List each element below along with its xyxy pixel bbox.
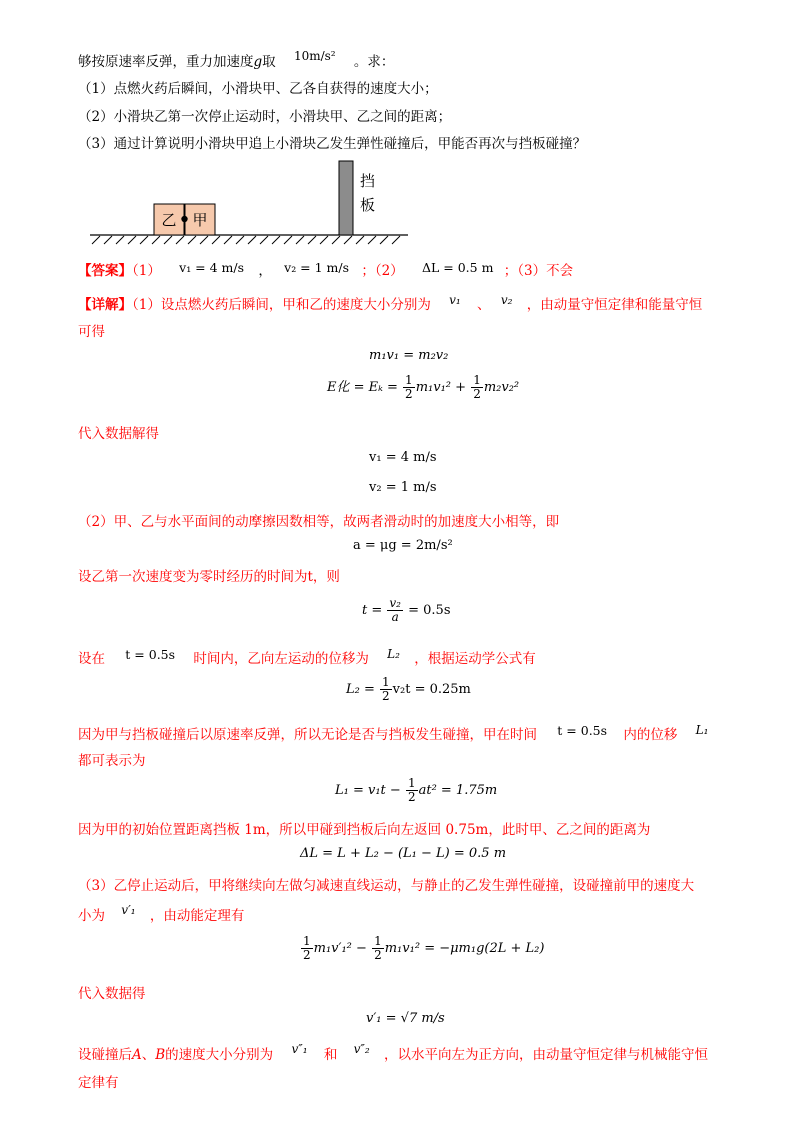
detail-text: 设在 bbox=[78, 651, 105, 667]
eq10-frac-2 bbox=[372, 935, 384, 962]
equation-time bbox=[362, 597, 451, 624]
eq2-frac-1 bbox=[403, 374, 415, 401]
detail-label: 【详解】 bbox=[78, 297, 132, 313]
detail-line-6 bbox=[78, 647, 536, 668]
detail-line-14: 定律有 bbox=[78, 1075, 119, 1091]
equation-delta-l: ΔL = L + L₂ − (L₁ − L) = 0.5 m bbox=[300, 846, 507, 861]
equation-v1-prime: v′₁ = √7 m/s bbox=[366, 1011, 445, 1026]
eq2-lhs: E化 = Eₖ = bbox=[327, 380, 398, 395]
frac-den: 2 bbox=[382, 689, 390, 703]
eq6-rhs: = 0.5s bbox=[408, 603, 451, 618]
frac-num: 1 bbox=[382, 675, 390, 689]
detail-line-2: 可得 bbox=[78, 324, 105, 340]
eq8-frac bbox=[406, 777, 418, 804]
block-yi-label: 乙 bbox=[161, 211, 177, 229]
barrier-wall bbox=[339, 161, 353, 235]
question-1: （1）点燃火药后瞬间，小滑块甲、乙各自获得的速度大小； bbox=[78, 81, 438, 97]
detail-text-2: ，由动能定理有 bbox=[149, 908, 245, 924]
answer-v1: v₁ = 4 m/s bbox=[179, 260, 245, 275]
intro-text-2: 取 bbox=[262, 54, 276, 70]
detail-line-3: 代入数据解得 bbox=[78, 426, 159, 442]
equation-v1: v₁ = 4 m/s bbox=[369, 450, 437, 465]
inline-t: t = 0.5s bbox=[125, 647, 176, 662]
wall-label-1: 挡 bbox=[360, 172, 376, 190]
inline-l2: L₂ bbox=[387, 647, 400, 661]
detail-and: 和 bbox=[323, 1047, 338, 1063]
eq10-frac-1 bbox=[301, 935, 313, 962]
answer-label: 【答案】 bbox=[78, 263, 132, 279]
detail-text: 设碰撞后 bbox=[78, 1047, 132, 1063]
question-2: （2）小滑块乙第一次停止运动时，小滑块甲、乙之间的距离； bbox=[78, 109, 452, 125]
eq10-rhs: = −μm₁g(2L + L₂) bbox=[424, 941, 545, 956]
intro-line bbox=[78, 49, 395, 71]
detail-line-5: 设乙第一次速度变为零时经历的时间为t，则 bbox=[78, 569, 340, 585]
detail-text-2: 时间内，乙向左运动的位移为 bbox=[193, 651, 369, 667]
wall-label-2: 板 bbox=[360, 196, 376, 214]
answer-sep: ；（2） bbox=[361, 263, 404, 279]
eq2-frac-2 bbox=[471, 374, 483, 401]
detail-v2: v₂ bbox=[500, 293, 513, 307]
equation-momentum: m₁v₁ = m₂v₂ bbox=[369, 348, 449, 363]
equation-energy bbox=[327, 374, 519, 401]
inline-l1: L₁ bbox=[695, 723, 709, 737]
detail-text: 因为甲与挡板碰撞后以原速率反弹，所以无论是否与挡板发生碰撞，甲在时间 bbox=[78, 727, 537, 743]
eq7-lhs: L₂ = bbox=[346, 682, 375, 697]
detail-line-13 bbox=[78, 1042, 709, 1064]
eq7-rhs: v₂t = 0.25m bbox=[392, 682, 471, 697]
detail-text-2: 的速度大小分别为 bbox=[165, 1047, 274, 1063]
explosive-dot bbox=[181, 216, 187, 222]
detail-line-8: 都可表示为 bbox=[78, 753, 146, 769]
detail-line-9: 因为甲的初始位置距离挡板 1m，所以甲碰到挡板后向左返回 0.75m，此时甲、乙之间的距离为 bbox=[78, 822, 651, 838]
frac-num: v₂ bbox=[389, 596, 401, 610]
eq2-term2: m₂v₂² bbox=[483, 380, 520, 395]
equation-kinetic bbox=[300, 935, 544, 962]
detail-sep: 、 bbox=[477, 297, 491, 313]
frac-num: 1 bbox=[405, 373, 413, 387]
frac-num: 1 bbox=[374, 934, 382, 948]
eq6-lhs: t = bbox=[362, 603, 383, 618]
detail-line-11 bbox=[78, 903, 245, 925]
label-b: B bbox=[155, 1047, 166, 1063]
physics-diagram bbox=[88, 160, 418, 245]
detail-line-4: （2）甲、乙与水平面间的动摩擦因数相等，故两者滑动时的加速度大小相等，即 bbox=[78, 514, 560, 530]
equation-acceleration: a = μg = 2m/s² bbox=[353, 538, 453, 553]
gravity-value: 10m/s² bbox=[293, 49, 336, 63]
detail-text: 小为 bbox=[78, 908, 105, 924]
answer-line bbox=[78, 262, 573, 280]
frac-den: a bbox=[391, 610, 399, 624]
detail-line-7 bbox=[78, 723, 709, 744]
detail-text-2: ，由动量守恒定律和能量守恒 bbox=[526, 297, 703, 313]
intro-text: 够按原速率反弹，重力加速度 bbox=[78, 54, 254, 70]
detail-sep: 、 bbox=[141, 1047, 156, 1063]
label-a: A bbox=[132, 1047, 142, 1063]
eq2-term1: m₁v₁² bbox=[415, 380, 451, 395]
frac-num: 1 bbox=[407, 776, 416, 790]
answer-part3: ；（3）不会 bbox=[503, 263, 574, 279]
inline-v1-dprime: v″₁ bbox=[291, 1042, 308, 1056]
detail-v1: v₁ bbox=[449, 293, 461, 307]
inline-t: t = 0.5s bbox=[557, 723, 608, 738]
detail-text: （1）设点燃火药后瞬间，甲和乙的速度大小分别为 bbox=[132, 297, 431, 313]
answer-v2: v₂ = 1 m/s bbox=[284, 260, 350, 275]
frac-den: 2 bbox=[374, 948, 382, 962]
answer-comma: ， bbox=[258, 263, 272, 279]
answer-part1: （1） bbox=[132, 263, 161, 279]
frac-den: 2 bbox=[473, 387, 481, 401]
equation-v2: v₂ = 1 m/s bbox=[369, 480, 437, 495]
eq2-plus: + bbox=[455, 380, 467, 395]
detail-line-12: 代入数据得 bbox=[78, 986, 146, 1002]
equation-l1 bbox=[335, 777, 497, 804]
inline-v1-prime: v′₁ bbox=[121, 903, 136, 917]
eq8-rhs: at² = 1.75m bbox=[418, 783, 498, 798]
eq10-term2: m₁v₁² bbox=[384, 941, 421, 956]
detail-line-10: （3）乙停止运动后，甲将继续向左做匀减速直线运动，与静止的乙发生弹性碰撞，设碰撞前甲的速度大 bbox=[78, 878, 695, 894]
frac-num: 1 bbox=[473, 373, 481, 387]
inline-v2-dprime: v″₂ bbox=[353, 1042, 370, 1056]
eq6-frac bbox=[387, 597, 403, 624]
detail-text-2: 内的位移 bbox=[623, 727, 678, 743]
frac-den: 2 bbox=[303, 948, 311, 962]
equation-l2 bbox=[346, 676, 471, 703]
question-3: （3）通过计算说明小滑块甲追上小滑块乙发生弹性碰撞后，甲能否再次与挡板碰撞？ bbox=[78, 136, 587, 152]
intro-text-3: 。求： bbox=[353, 54, 395, 70]
detail-line-1 bbox=[78, 293, 703, 314]
intro-g: g bbox=[253, 54, 263, 70]
eq7-frac bbox=[380, 676, 392, 703]
frac-den: 2 bbox=[405, 387, 413, 401]
frac-num: 1 bbox=[303, 934, 311, 948]
eq10-term1: m₁v′₁² bbox=[313, 941, 352, 956]
detail-text-3: ，以水平向左为正方向，由动量守恒定律与机械能守恒 bbox=[384, 1047, 709, 1063]
eq8-lhs: L₁ = v₁t − bbox=[335, 783, 401, 798]
frac-den: 2 bbox=[407, 790, 416, 804]
eq10-minus: − bbox=[356, 941, 367, 956]
detail-text-3: ，根据运动学公式有 bbox=[414, 651, 536, 667]
answer-dl: ΔL = 0.5 m bbox=[421, 260, 494, 275]
block-jia-label: 甲 bbox=[192, 211, 208, 229]
